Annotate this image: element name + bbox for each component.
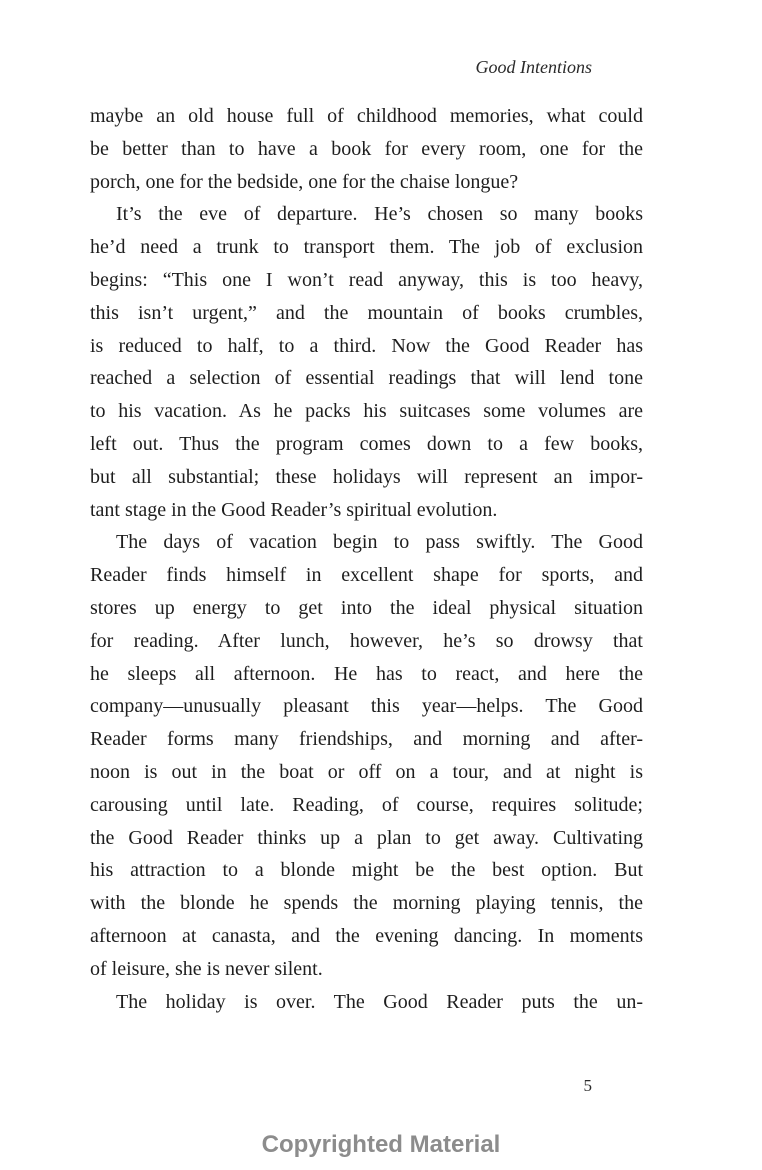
text-line: is reduced to half, to a third. Now the Good Reader has: [90, 334, 643, 357]
text-line: his attraction to a blonde might be the best option. But: [90, 859, 643, 882]
text-line: noon is out in the boat or off on a tour, and at night is: [90, 760, 643, 783]
text-line: but all substantial; these holidays will represent an impor-: [90, 465, 643, 488]
text-line: company—unusually pleasant this year—helps. The Good: [90, 695, 643, 718]
text-line: he’d need a trunk to transport them. The job of exclusion: [90, 236, 643, 259]
body-text: [90, 100, 643, 1018]
text-line: afternoon at canasta, and the evening dancing. In moments: [90, 924, 643, 947]
text-line: for reading. After lunch, however, he’s so drowsy that: [90, 629, 643, 652]
text-line: he sleeps all afternoon. He has to react, and here the: [90, 662, 643, 685]
text-line: tant stage in the Good Reader’s spiritual evolution.: [90, 498, 498, 521]
text-line: carousing until late. Reading, of course, requires solitude;: [90, 793, 643, 816]
text-line: be better than to have a book for every room, one for the: [90, 137, 643, 160]
text-line: porch, one for the bedside, one for the chaise longue?: [90, 170, 519, 193]
text-line: reached a selection of essential readings that will lend tone: [90, 367, 643, 390]
text-line: the Good Reader thinks up a plan to get away. Cultivating: [90, 826, 643, 849]
text-line: stores up energy to get into the ideal physical situation: [90, 596, 643, 619]
text-line: to his vacation. As he packs his suitcases some volumes are: [90, 400, 643, 423]
text-line: this isn’t urgent,” and the mountain of books crumbles,: [90, 301, 643, 324]
text-line: left out. Thus the program comes down to a few books,: [90, 432, 643, 455]
text-line: It’s the eve of departure. He’s chosen so many books: [116, 203, 643, 226]
text-line: of leisure, she is never silent.: [90, 957, 323, 980]
text-line: The holiday is over. The Good Reader puts the un-: [116, 990, 643, 1013]
text-line: Reader forms many friendships, and morning and after-: [90, 728, 643, 751]
running-head: Good Intentions: [475, 57, 592, 77]
page-number: 5: [583, 1076, 592, 1095]
text-line: Reader finds himself in excellent shape for sports, and: [90, 564, 643, 587]
copyright-watermark: Copyrighted Material: [261, 1131, 501, 1158]
text-line: begins: “This one I won’t read anyway, this is too heavy,: [90, 268, 643, 291]
text-line: The days of vacation begin to pass swiftly. The Good: [116, 531, 643, 554]
text-line: with the blonde he spends the morning playing tennis, the: [90, 892, 643, 915]
text-line: maybe an old house full of childhood memories, what could: [90, 105, 643, 127]
